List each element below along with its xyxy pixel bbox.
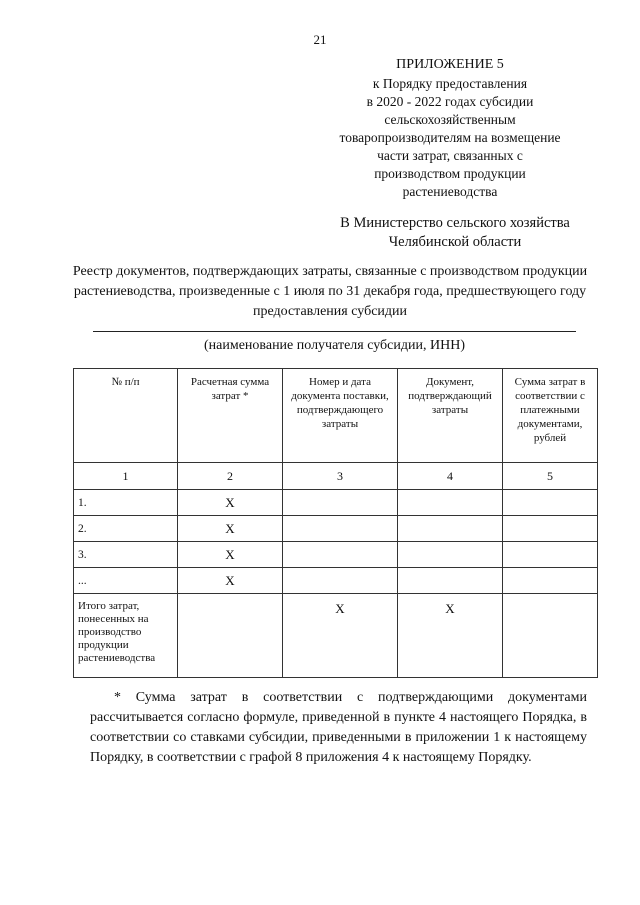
table-cell: X: [178, 490, 283, 516]
appendix-line: сельскохозяйственным: [384, 112, 516, 127]
appendix-block: [325, 56, 575, 201]
table-cell: X: [178, 516, 283, 542]
table-cell: [178, 594, 283, 678]
column-number-row: [74, 463, 598, 490]
column-number: 3: [283, 463, 398, 490]
page-number: 21: [313, 32, 327, 47]
table-cell: [503, 516, 598, 542]
table-cell: [283, 542, 398, 568]
addressee-block: [320, 214, 590, 252]
table-cell: 1.: [74, 490, 178, 516]
column-number: 4: [398, 463, 503, 490]
appendix-line: производством продукции: [374, 166, 526, 181]
table-row: [74, 568, 598, 594]
table-cell: [503, 542, 598, 568]
addressee-line: Челябинской области: [388, 234, 522, 250]
table-cell: X: [178, 542, 283, 568]
table-cell: [398, 490, 503, 516]
header-cell: Документ, подтверждающий затраты: [398, 369, 503, 463]
column-number: 1: [74, 463, 178, 490]
table-cell: ...: [74, 568, 178, 594]
column-number: 2: [178, 463, 283, 490]
table-row: [74, 490, 598, 516]
total-label: Итого затрат, понесенных на производство продукции растениеводства: [74, 594, 178, 678]
register-title: Реестр документов, подтверждающих затраты, связанные с производством продукции растениеводства, произведенные с 1 июля по 31 декабря года, предшествующего году предоставления субсидии: [72, 264, 588, 319]
appendix-title: ПРИЛОЖЕНИЕ 5: [396, 57, 504, 72]
header-cell: Расчетная сумма затрат *: [178, 369, 283, 463]
table-row: [74, 516, 598, 542]
appendix-line: в 2020 - 2022 годах субсидии: [366, 94, 534, 109]
addressee-line: В Министерство сельского хозяйства: [340, 215, 570, 231]
table-cell: [283, 568, 398, 594]
table-cell: 2.: [74, 516, 178, 542]
recipient-input-line: [93, 331, 576, 332]
table-total-row: [74, 594, 598, 678]
header-cell: № п/п: [74, 369, 178, 463]
footnote: * Сумма затрат в соответствии с подтверждающими документами рассчитывается согласно формуле, приведенной в пункте 4 настоящего Порядка, в соответствии со ставками субсидии, приведенными в приложении 1 к настоящему Порядку, в соответствии с графой 8 приложения 4 к настоящему Порядку.: [90, 690, 587, 765]
recipient-caption: (наименование получателя субсидии, ИНН): [204, 338, 465, 353]
table-row: [74, 542, 598, 568]
table-cell: [398, 542, 503, 568]
table-cell: [283, 516, 398, 542]
header-cell: Сумма затрат в соответствии с платежными документами, рублей: [503, 369, 598, 463]
header-cell: Номер и дата документа поставки, подтверждающего затраты: [283, 369, 398, 463]
appendix-line: к Порядку предоставления: [372, 76, 528, 91]
table-header-row: [74, 369, 598, 463]
column-number: 5: [503, 463, 598, 490]
appendix-line: части затрат, связанных с: [377, 148, 523, 163]
table-cell: 3.: [74, 542, 178, 568]
table-cell: [503, 490, 598, 516]
appendix-line: товаропроизводителям на возмещение: [339, 130, 561, 145]
table-cell: X: [178, 568, 283, 594]
table-cell: [503, 568, 598, 594]
table-cell: X: [283, 594, 398, 678]
appendix-line: растениеводства: [402, 184, 498, 199]
table-cell: [398, 516, 503, 542]
table-cell: [503, 594, 598, 678]
table-cell: [398, 568, 503, 594]
table-cell: X: [398, 594, 503, 678]
documents-table: [73, 368, 598, 678]
table-cell: [283, 490, 398, 516]
